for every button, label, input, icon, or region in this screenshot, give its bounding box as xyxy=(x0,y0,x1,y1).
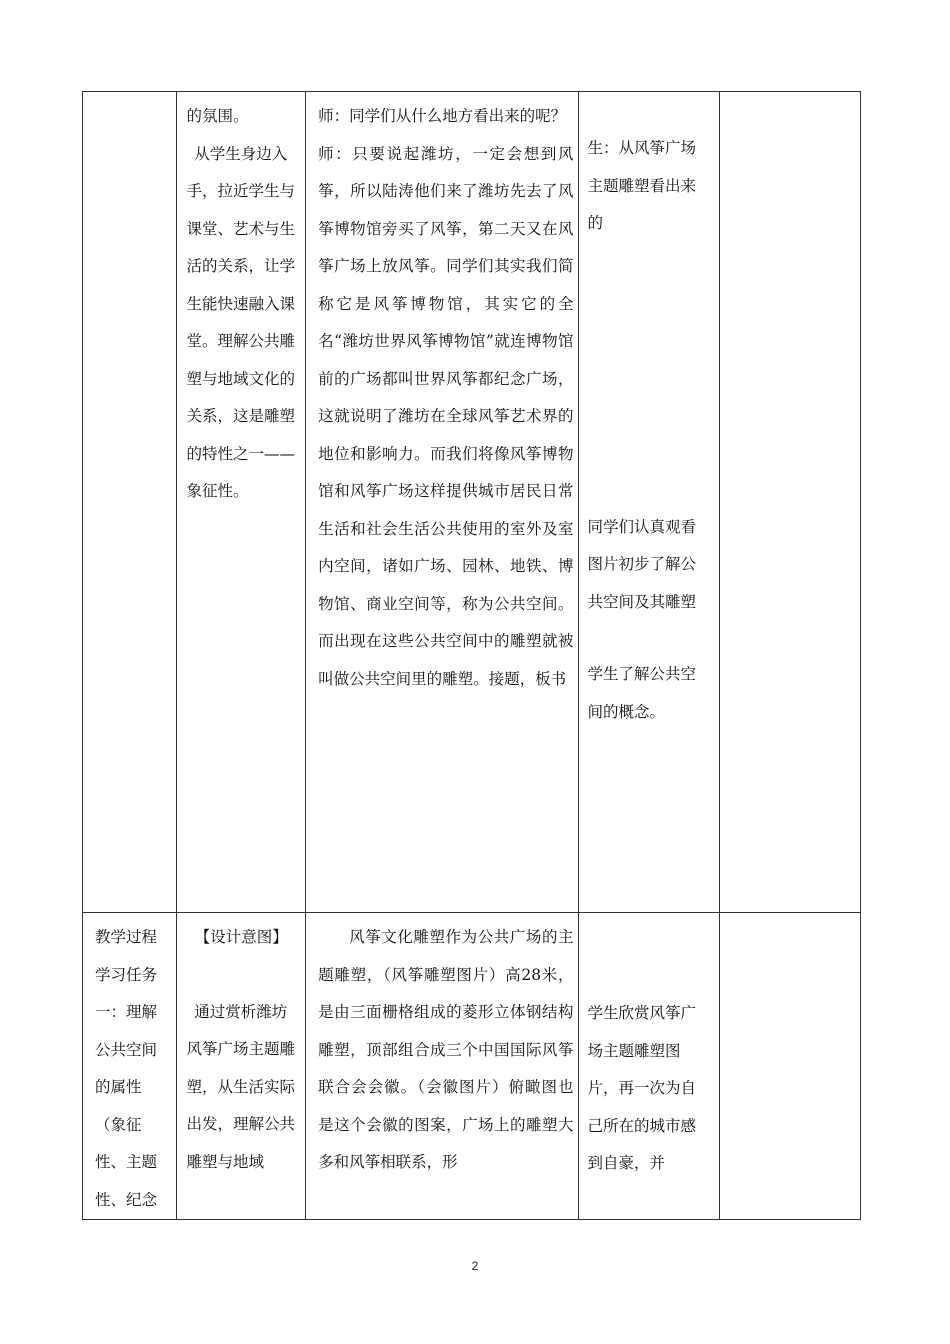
row2-notes-cell xyxy=(720,913,861,1220)
page-number: 2 xyxy=(471,1259,479,1273)
row1-teacher-activity-cell xyxy=(306,92,578,913)
row1-student-concept: 学生了解公共空间的概念。 xyxy=(587,665,697,721)
row2-design-intent-text: 通过赏析潍坊风筝广场主题雕塑，从生活实际出发，理解公共雕塑与地域 xyxy=(186,1002,295,1171)
table-row xyxy=(83,92,861,913)
row1-notes-cell xyxy=(720,92,861,913)
row2-student-activity-text: 学生欣赏风筝广场主题雕塑图片，再一次为自己所在的城市感到自豪，并 xyxy=(587,1004,697,1172)
row1-student-answer: 生：从风筝广场主题雕塑看出来的 xyxy=(587,139,697,232)
row2-teacher-activity-text: 风筝文化雕塑作为公共广场的主题雕塑，（风筝雕塑图片）高28米，是由三面栅格组成的菱形立体钢结构雕塑，顶部组合成三个中国国际风筝联合会会徽。（会徽图片）俯瞰图也是这个会徽的图案，广场上的雕塑大多和风筝相联系，形 xyxy=(318,928,574,1171)
row2-student-activity-cell xyxy=(578,913,720,1220)
row2-design-intent-heading: 【设计意图】 xyxy=(194,928,288,946)
row1-student-observe: 同学们认真观看图片初步了解公共空间及其雕塑 xyxy=(587,517,697,611)
row1-design-intent-text: 从学生身边入手，拉近学生与课堂、艺术与生活的关系，让学生能快速融入课堂。理解公共雕塑与地域文化的关系，这是雕塑的特性之一——象征性。 xyxy=(186,144,295,500)
row1-student-activity-cell xyxy=(578,92,720,913)
row1-design-intent-cell xyxy=(177,92,306,913)
row2-stage-text: 教学过程学习任务一：理解公共空间的属性（象征性、主题性、纪念 xyxy=(95,928,158,1209)
row2-design-intent-cell xyxy=(177,913,306,1220)
row1-stage-cell xyxy=(83,92,177,913)
row1-teacher-activity-text: 师：同学们从什么地方看出来的呢？ 师：只要说起潍坊，一定会想到风筝，所以陆涛他们来了潍坊先去了风筝博物馆旁买了风筝，第二天又在风筝广场上放风筝。同学们其实我们简称它是风筝博物馆，其实它的全名“潍坊世界风筝博物馆”就连博物馆前的广场都叫世界风筝都纪念广场，这就说明了潍坊在全球风筝艺术界的地位和影响力。而我们将像风筝博物馆和风筝广场这样提供城市居民日常生活和社会生活公共使用的室外及室内空间，诸如广场、园林、地铁、博物馆、商业空间等，称为公共空间。而出现在这些公共空间中的雕塑就被叫做公共空间里的雕塑。接题，板书 xyxy=(318,107,574,688)
row1-design-intent-line1: 的氛围。 xyxy=(186,107,249,125)
table-row xyxy=(83,913,861,1220)
row2-stage-cell xyxy=(83,913,177,1220)
lesson-plan-table xyxy=(82,91,861,1220)
row2-teacher-activity-cell xyxy=(306,913,578,1220)
